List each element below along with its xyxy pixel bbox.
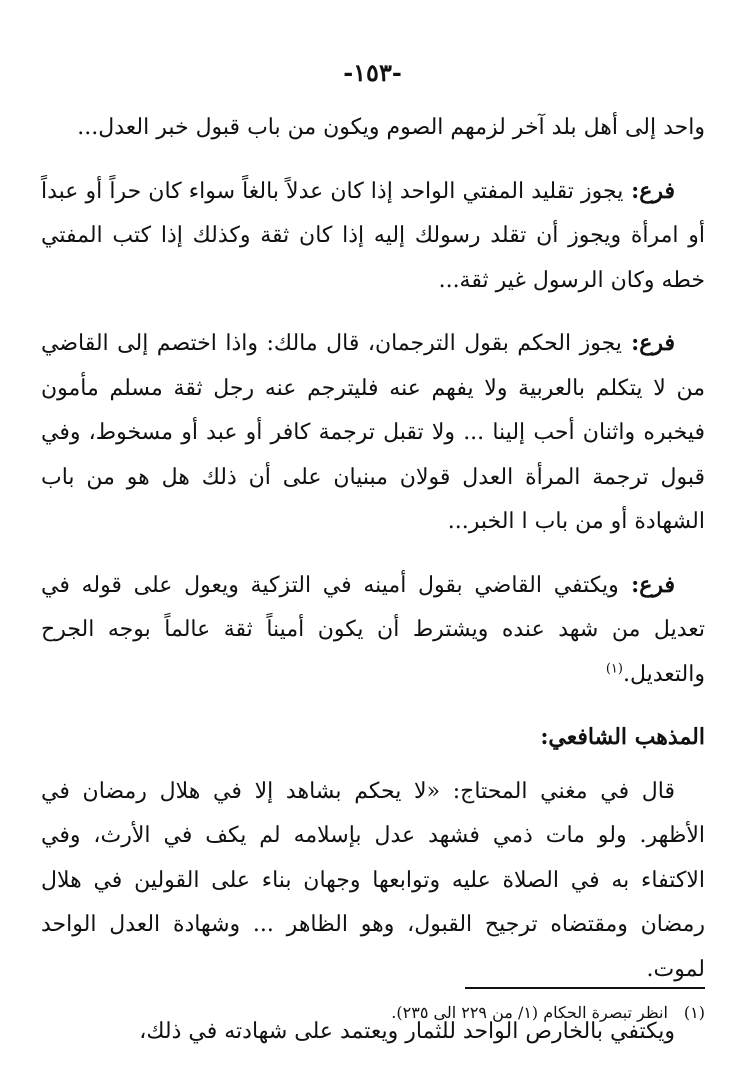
footnote-reference: (١) — [605, 661, 623, 677]
main-text — [41, 106, 705, 1073]
footnote-number: (١) — [683, 1003, 705, 1022]
paragraph-lead: فرع: — [621, 330, 676, 356]
paragraph-text: واحد إلى أهل بلد آخر لزمهم الصوم ويكون من باب قبول خبر العدل... — [77, 115, 705, 140]
page-number: -١٥٣- — [343, 58, 402, 87]
paragraph-continuation — [41, 106, 705, 151]
paragraph-far-2 — [41, 321, 705, 545]
paragraph-lead: فرع: — [618, 571, 676, 598]
paragraph-text: يجوز تقليد المفتي الواحد إذا كان عدلاً بالغاً سواء كان حراً أو عبداً أو امرأة ويجوز أن تقلد رسولك إليه إذا كان ثقة وكذلك إذا كتب المفتي خطه وكان الرسول غير ثقة... — [41, 178, 705, 293]
paragraph-text: ويكتفي القاضي بقول أمينه في التزكية ويعول على قوله في تعديل من شهد عنده ويشترط أن يكون أميناً ثقة عالماً بوجه الجرح والتعديل. — [41, 572, 705, 687]
footnote-text: انظر تبصرة الحكام (١/ من ٢٢٩ الى ٢٣٥). — [391, 1003, 668, 1022]
footnote — [41, 1002, 705, 1024]
paragraph-lead: فرع: — [623, 177, 675, 204]
paragraph-text: ويكتفي بالخارص الواحد للثمار ويعتمد على شهادته في ذلك، — [139, 1019, 675, 1044]
paragraph-text: يجوز الحكم بقول الترجمان، قال مالك: واذا اختصم إلى القاضي من لا يتكلم بالعربية ولا يفهم عنه فليترجم عنه رجل ثقة مسلم مأمون فيخبره واثنان أحب إلينا ... ولا تقبل ترجمة كافر أو عبد أو مسخوط، وفي قبول ترجمة المرأة العدل قولان مبنيان على أن ذلك هل هو من باب الشهادة أو من باب ا الخبر... — [41, 331, 705, 534]
paragraph-far-3 — [41, 563, 705, 698]
paragraph-shafii-1 — [41, 770, 705, 993]
paragraph-text: قال في مغني المحتاج: «لا يحكم بشاهد إلا في هلال رمضان في الأظهر. ولو مات ذمي فشهد عدل بإسلامه لم يكف في الأرث، وفي الاكتفاء به في الصلاة عليه وتوابعها وجهان بناء على القولين في هلال رمضان ومقتضاه ترجيح القبول، وهو الظاهر ... وشهادة العدل الواحد لموت. — [41, 778, 705, 982]
footnote-divider — [465, 987, 705, 989]
section-heading: المذهب الشافعي: — [540, 724, 705, 750]
paragraph-far-1 — [41, 169, 705, 304]
